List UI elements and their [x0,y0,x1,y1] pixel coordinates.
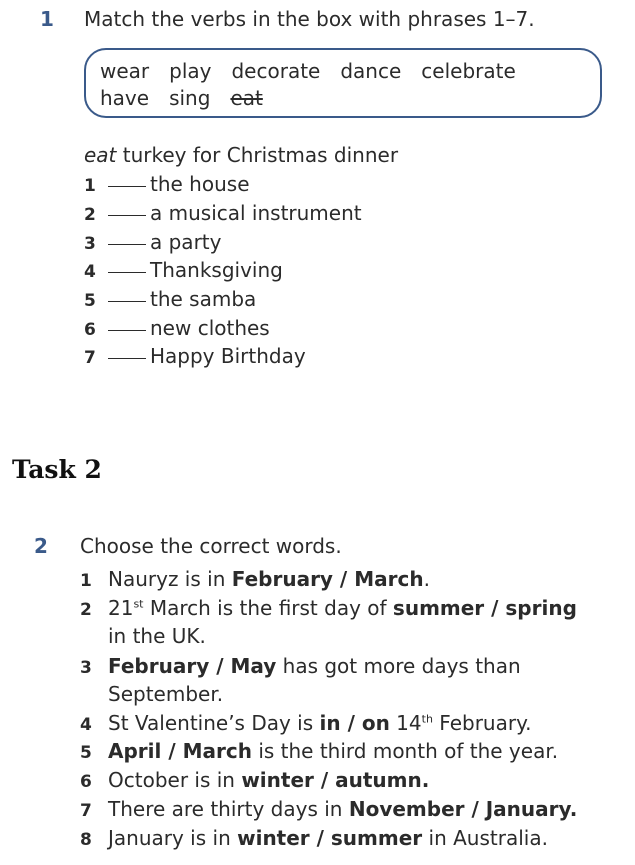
match-item-5 [84,287,256,311]
question-text: has got more days than [276,654,521,678]
question-text: March is the first day of [143,596,393,620]
answer-blank[interactable] [108,215,146,216]
answer-blank[interactable] [108,244,146,245]
item-text: a party [150,230,222,254]
verb-play: play [169,59,212,83]
question-number: 8 [80,830,92,850]
item-text: a musical instrument [150,201,362,225]
question-7 [80,797,577,821]
item-number: 6 [84,320,96,340]
exercise-2-number: 2 [34,534,48,558]
answer-choice[interactable]: November / January. [348,797,578,821]
question-text: in Australia. [422,826,548,850]
verb-wear: wear [100,59,150,83]
verb-box-row-1 [100,59,536,83]
question-text: February. [432,711,532,735]
item-number: 5 [84,291,96,311]
question-text: Nauryz is in [108,567,232,591]
answer-blank[interactable] [108,301,146,302]
example-phrase [84,143,398,167]
item-text: the samba [150,287,257,311]
answer-blank[interactable] [108,272,146,273]
question-6 [80,768,429,792]
question-text: . [423,567,430,591]
question-number: 5 [80,743,92,763]
question-text: 14 [389,711,422,735]
question-number: 3 [80,658,92,678]
verb-eat-crossed-out: eat [230,86,263,110]
question-number: 1 [80,571,92,591]
exercise-1-number: 1 [40,7,54,31]
question-number: 4 [80,715,92,735]
verb-decorate: decorate [231,59,321,83]
item-number: 1 [84,176,96,196]
answer-choice[interactable]: February / May [108,654,277,678]
answer-blank[interactable] [108,186,146,187]
question-text: St Valentine’s Day is [108,711,320,735]
question-1 [80,567,430,591]
match-item-2 [84,201,362,225]
item-text: Thanksgiving [150,258,283,282]
verb-have: have [100,86,150,110]
item-text: new clothes [150,316,270,340]
verb-box [84,48,602,118]
question-text: October is in [108,768,242,792]
item-number: 2 [84,205,96,225]
question-8 [80,826,548,850]
item-number: 3 [84,234,96,254]
answer-blank[interactable] [108,330,146,331]
answer-blank[interactable] [108,358,146,359]
item-text: Happy Birthday [150,344,306,368]
match-item-4 [84,258,283,282]
example-phrase-text: turkey for Christmas dinner [116,143,399,167]
question-2 [80,596,577,620]
verb-box-row-2 [100,86,283,110]
verb-sing: sing [169,86,211,110]
item-text: the house [150,172,250,196]
question-text: 21 [108,596,134,620]
item-number: 4 [84,262,96,282]
question-text: There are thirty days in [108,797,349,821]
question-number: 7 [80,801,92,821]
verb-dance: dance [340,59,402,83]
ordinal-suffix: th [421,712,433,726]
item-number: 7 [84,348,96,368]
exercise-1-title: Match the verbs in the box with phrases 1–7. [84,7,535,31]
question-5 [80,739,558,763]
answer-choice[interactable]: winter / autumn. [241,768,430,792]
question-3-continued: September. [108,682,224,706]
question-4 [80,711,531,735]
exercise-2-title: Choose the correct words. [80,534,342,558]
match-item-1 [84,172,250,196]
task-2-heading: Task 2 [12,455,102,484]
match-item-6 [84,316,270,340]
answer-choice[interactable]: summer / spring [392,596,577,620]
answer-choice[interactable]: February / March [231,567,424,591]
verb-celebrate: celebrate [421,59,516,83]
example-verb: eat [84,143,117,167]
answer-choice[interactable]: in / on [319,711,390,735]
question-text: is the third month of the year. [251,739,559,763]
ordinal-suffix: st [133,597,144,611]
question-number: 2 [80,600,92,620]
answer-choice[interactable]: winter / summer [237,826,423,850]
answer-choice[interactable]: April / March [108,739,252,763]
question-3 [80,654,521,678]
question-text: January is in [108,826,238,850]
match-item-3 [84,230,221,254]
match-item-7 [84,344,306,368]
question-2-continued: in the UK. [108,624,206,648]
question-number: 6 [80,772,92,792]
